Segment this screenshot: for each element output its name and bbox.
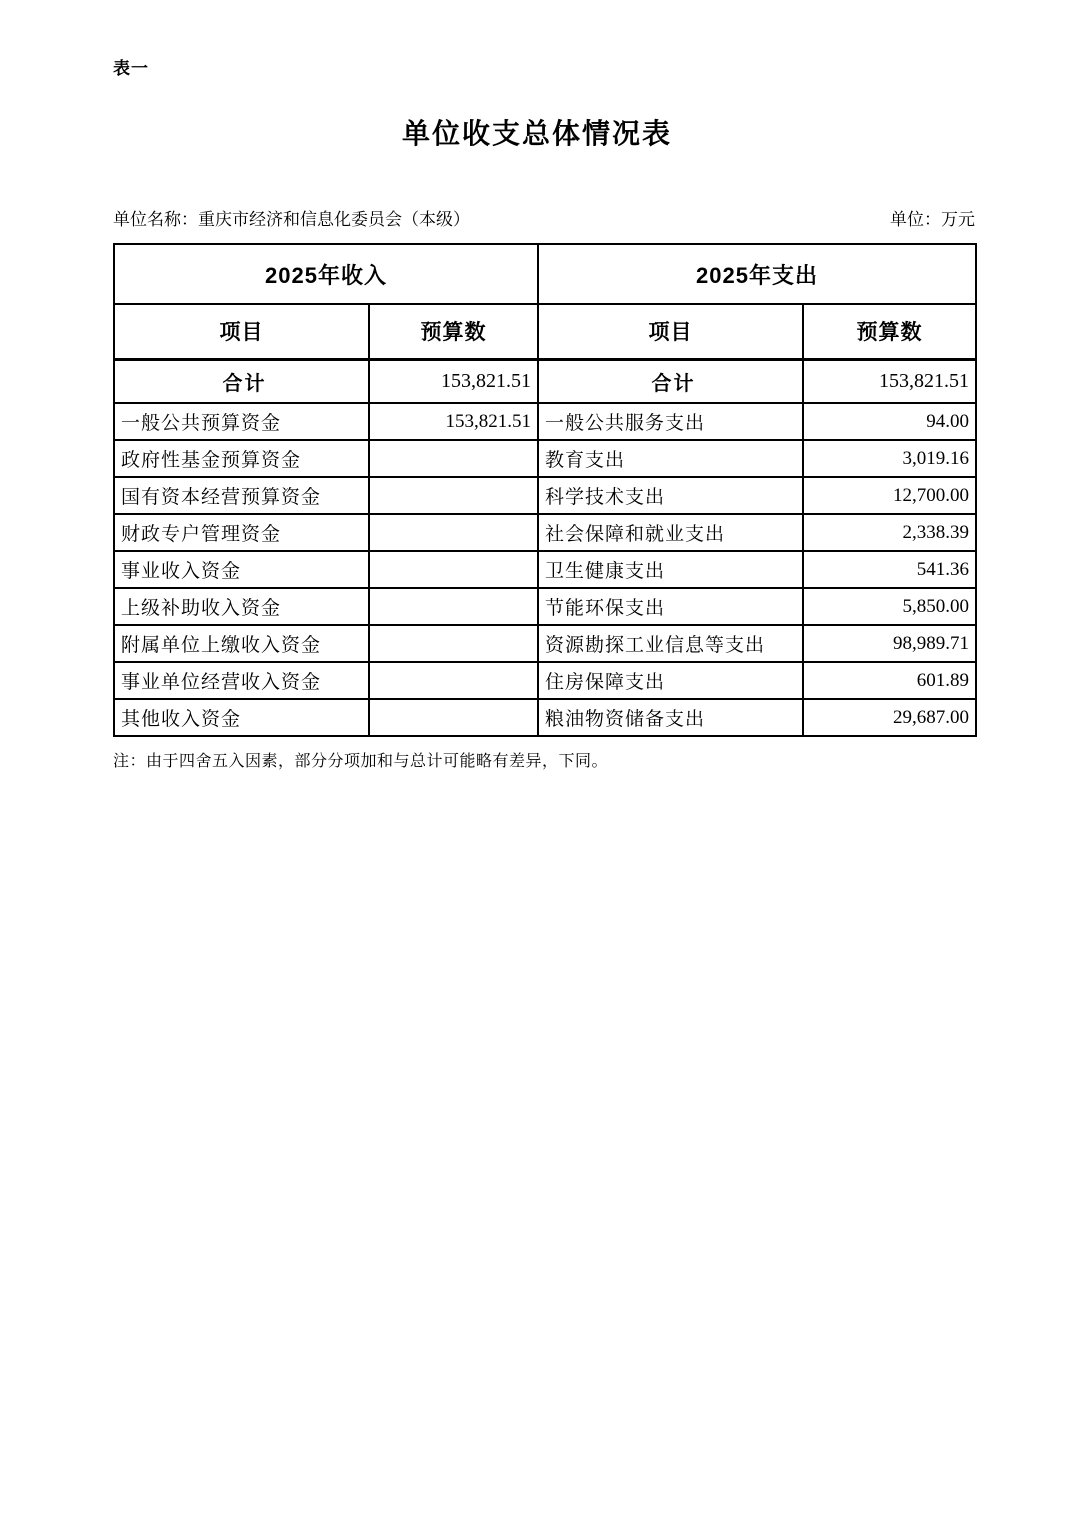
- expense-budget-cell: 12,700.00: [803, 477, 976, 514]
- expense-item-cell: 住房保障支出: [538, 662, 803, 699]
- income-item-cell: 附属单位上缴收入资金: [114, 625, 369, 662]
- table-row: [114, 477, 976, 514]
- expense-budget-cell: 601.89: [803, 662, 976, 699]
- income-budget-column-header: 预算数: [369, 304, 538, 359]
- total-row: [114, 359, 976, 403]
- income-item-cell: 上级补助收入资金: [114, 588, 369, 625]
- expense-budget-cell: 3,019.16: [803, 440, 976, 477]
- expense-budget-cell: 98,989.71: [803, 625, 976, 662]
- income-item-cell: 一般公共预算资金: [114, 403, 369, 440]
- income-item-cell: 事业收入资金: [114, 551, 369, 588]
- table-row: [114, 551, 976, 588]
- table-row: [114, 514, 976, 551]
- expense-item-cell: 社会保障和就业支出: [538, 514, 803, 551]
- income-budget-cell: [369, 440, 538, 477]
- expense-item-cell: 科学技术支出: [538, 477, 803, 514]
- income-budget-cell: [369, 551, 538, 588]
- meta-row: [113, 205, 975, 230]
- income-total-value: 153,821.51: [369, 359, 538, 403]
- income-item-cell: 财政专户管理资金: [114, 514, 369, 551]
- expense-budget-column-header: 预算数: [803, 304, 976, 359]
- column-header-row: [114, 304, 976, 359]
- income-budget-cell: [369, 699, 538, 736]
- table-row: [114, 403, 976, 440]
- income-budget-cell: [369, 662, 538, 699]
- footnote: 注：由于四舍五入因素，部分分项加和与总计可能略有差异，下同。: [113, 753, 609, 770]
- expense-budget-cell: 94.00: [803, 403, 976, 440]
- expense-budget-cell: 5,850.00: [803, 588, 976, 625]
- unit-name-label: 单位名称：重庆市经济和信息化委员会（本级）: [113, 210, 470, 229]
- expense-item-cell: 卫生健康支出: [538, 551, 803, 588]
- income-item-cell: 政府性基金预算资金: [114, 440, 369, 477]
- income-budget-cell: [369, 588, 538, 625]
- table-number-label: 表一: [113, 59, 149, 78]
- expense-item-cell: 教育支出: [538, 440, 803, 477]
- income-item-column-header: 项目: [114, 304, 369, 359]
- income-budget-cell: [369, 625, 538, 662]
- table-row: [114, 625, 976, 662]
- budget-summary-table: [113, 243, 977, 737]
- unit-of-measure-label: 单位：万元: [890, 210, 975, 229]
- expense-item-cell: 资源勘探工业信息等支出: [538, 625, 803, 662]
- expense-budget-cell: 541.36: [803, 551, 976, 588]
- expense-budget-cell: 29,687.00: [803, 699, 976, 736]
- expense-item-column-header: 项目: [538, 304, 803, 359]
- income-budget-cell: [369, 477, 538, 514]
- income-total-label: 合计: [114, 359, 369, 403]
- income-item-cell: 事业单位经营收入资金: [114, 662, 369, 699]
- expense-item-cell: 粮油物资储备支出: [538, 699, 803, 736]
- income-budget-cell: [369, 514, 538, 551]
- expense-item-cell: 一般公共服务支出: [538, 403, 803, 440]
- expense-total-label: 合计: [538, 359, 803, 403]
- expense-group-header: 2025年支出: [538, 244, 976, 304]
- table-row: [114, 662, 976, 699]
- income-group-header: 2025年收入: [114, 244, 538, 304]
- income-item-cell: 其他收入资金: [114, 699, 369, 736]
- group-header-row: [114, 244, 976, 304]
- expense-budget-cell: 2,338.39: [803, 514, 976, 551]
- table-row: [114, 440, 976, 477]
- page-title: 单位收支总体情况表: [401, 119, 672, 150]
- table-row: [114, 588, 976, 625]
- income-item-cell: 国有资本经营预算资金: [114, 477, 369, 514]
- income-budget-cell: 153,821.51: [369, 403, 538, 440]
- table-row: [114, 699, 976, 736]
- expense-total-value: 153,821.51: [803, 359, 976, 403]
- expense-item-cell: 节能环保支出: [538, 588, 803, 625]
